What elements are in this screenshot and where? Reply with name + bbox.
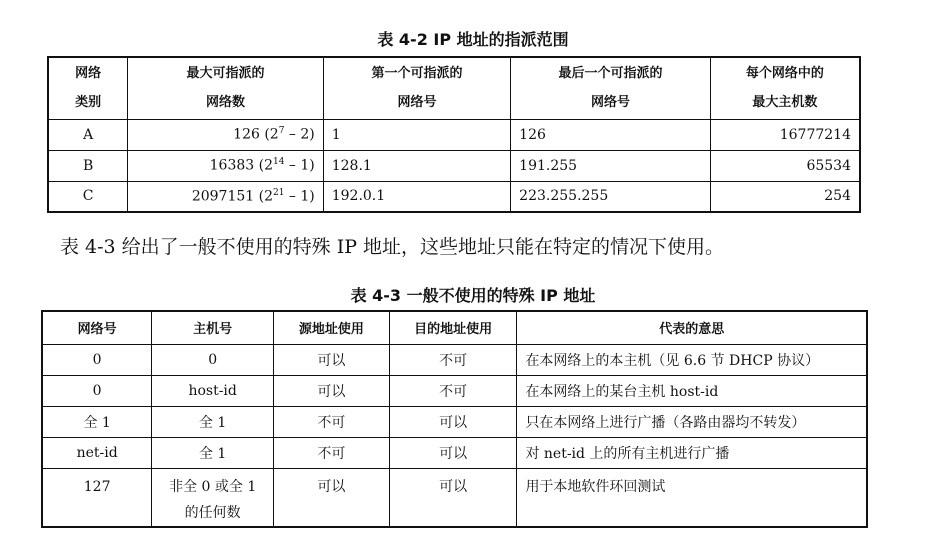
table-row — [42, 344, 867, 375]
table-header-row — [42, 311, 867, 344]
cell-last: 191.255 — [511, 150, 711, 181]
cell-net: 0 — [42, 344, 152, 375]
cell-dst: 不可 — [389, 375, 517, 406]
header-max-networks: 最大可指派的 网络数 — [128, 57, 323, 119]
cell-net: net-id — [42, 437, 152, 468]
cell-hosts: 254 — [710, 181, 860, 212]
cell-class: C — [48, 181, 128, 212]
cell-host: host-id — [152, 375, 274, 406]
cell-hosts: 65534 — [710, 150, 860, 181]
cell-hosts: 16777214 — [710, 119, 860, 150]
cell-host: 0 — [152, 344, 274, 375]
cell-class: A — [48, 119, 128, 150]
cell-last: 126 — [511, 119, 711, 150]
cell-meaning: 用于本地软件环回测试 — [517, 468, 867, 527]
cell-net: 0 — [42, 375, 152, 406]
header-source-use: 源地址使用 — [274, 311, 390, 344]
cell-meaning: 在本网络上的本主机（见 6.6 节 DHCP 协议） — [517, 344, 867, 375]
table-row — [48, 150, 860, 181]
cell-meaning: 在本网络上的某台主机 host-id — [517, 375, 867, 406]
cell-net: 全 1 — [42, 406, 152, 437]
cell-class: B — [48, 150, 128, 181]
cell-max-networks: 16383 $(2^{14} - 1)$ — [128, 150, 323, 181]
table-row — [42, 468, 867, 527]
header-first-network: 第一个可指派的 网络号 — [323, 57, 510, 119]
header-dest-use: 目的地址使用 — [389, 311, 517, 344]
cell-meaning: 只在本网络上进行广播（各路由器均不转发） — [517, 406, 867, 437]
table-row — [42, 406, 867, 437]
header-network-class: 网络 类别 — [48, 57, 128, 119]
cell-src: 不可 — [274, 406, 390, 437]
cell-first: 1 — [323, 119, 510, 150]
cell-src: 可以 — [274, 375, 390, 406]
cell-src: 不可 — [274, 437, 390, 468]
header-last-network: 最后一个可指派的 网络号 — [511, 57, 711, 119]
special-ip-table — [41, 310, 868, 528]
header-network-id: 网络号 — [42, 311, 152, 344]
cell-first: 192.0.1 — [323, 181, 510, 212]
table-row — [42, 375, 867, 406]
table-row — [42, 437, 867, 468]
cell-dst: 可以 — [389, 406, 517, 437]
cell-src: 可以 — [274, 344, 390, 375]
header-host-id: 主机号 — [152, 311, 274, 344]
table-4-3-caption: 表 4-3 一般不使用的特殊 IP 地址 — [350, 286, 596, 305]
header-meaning: 代表的意思 — [517, 311, 867, 344]
cell-max-networks: 2097151 $(2^{21} - 1)$ — [128, 181, 323, 212]
cell-src: 可以 — [274, 468, 390, 527]
cell-meaning: 对 net-id 上的所有主机进行广播 — [517, 437, 867, 468]
cell-dst: 可以 — [389, 437, 517, 468]
cell-host: 全 1 — [152, 437, 274, 468]
table-row — [48, 181, 860, 212]
body-paragraph: 表 4-3 给出了一般不使用的特殊 IP 地址，这些地址只能在特定的情况下使用。 — [60, 236, 725, 258]
cell-net: 127 — [42, 468, 152, 527]
header-max-hosts: 每个网络中的 最大主机数 — [710, 57, 860, 119]
cell-last: 223.255.255 — [511, 181, 711, 212]
ip-range-table — [47, 56, 861, 213]
cell-host: 全 1 — [152, 406, 274, 437]
table-4-2-caption: 表 4-2 IP 地址的指派范围 — [377, 30, 569, 49]
table-header-row — [48, 57, 860, 119]
cell-first: 128.1 — [323, 150, 510, 181]
cell-host: 非全 0 或全 1 的任何数 — [152, 468, 274, 527]
cell-max-networks: 126 $(2^7 - 2)$ — [128, 119, 323, 150]
table-row — [48, 119, 860, 150]
cell-dst: 可以 — [389, 468, 517, 527]
cell-dst: 不可 — [389, 344, 517, 375]
